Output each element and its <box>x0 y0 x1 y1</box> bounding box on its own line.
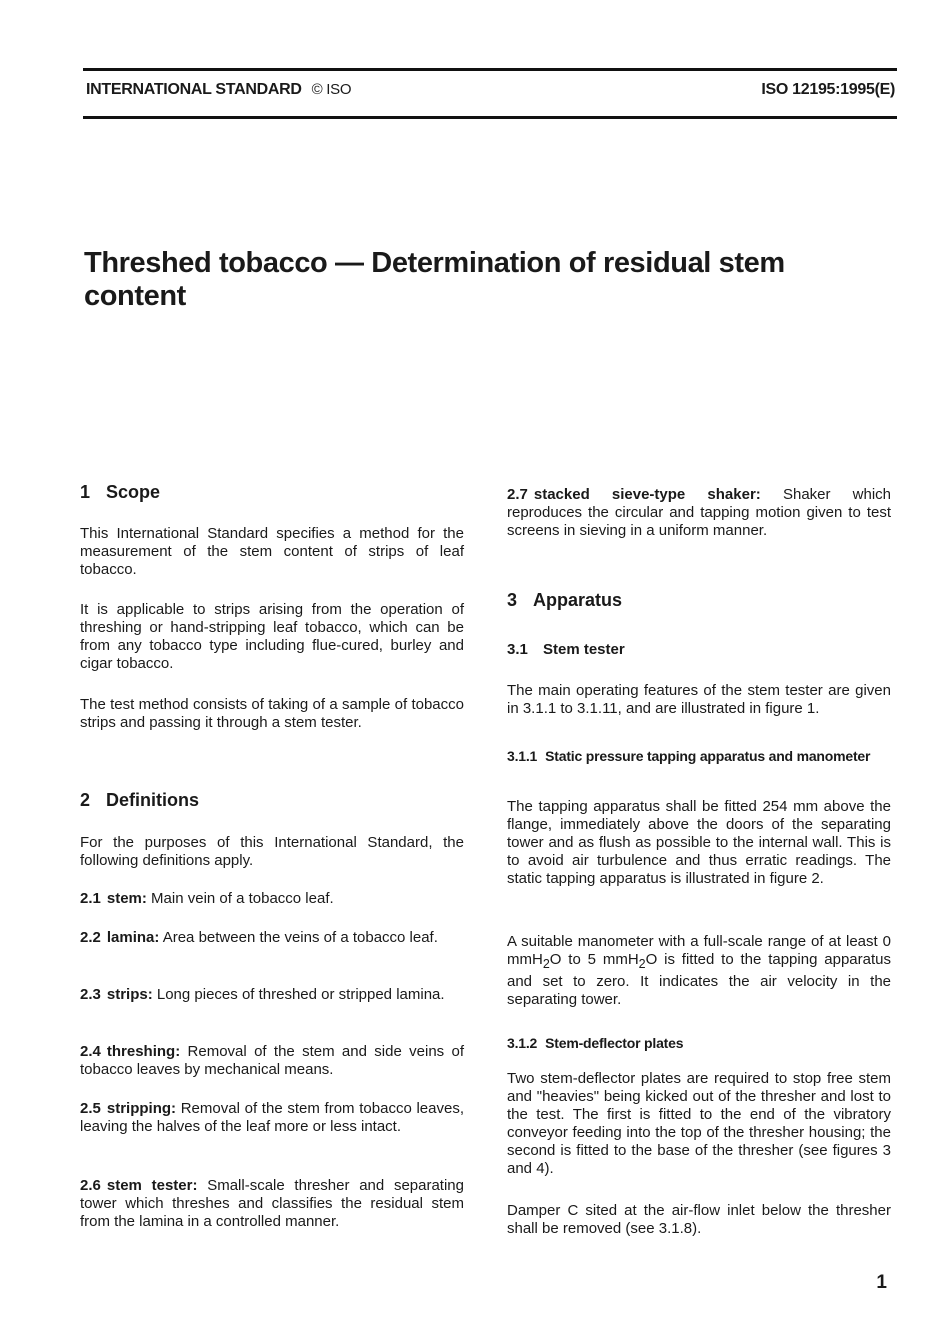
subsection-3-1-text: The main operating features of the stem tester are given in 3.1.1 to 3.1.11, and are illustrated in figure 1. <box>507 682 891 717</box>
section-number: 2 <box>80 790 91 810</box>
subsection-3-1-2-paragraph-1: Two stem-deflector plates are required to stop free stem and "heavies" being kicked out of the thresher and lost to the test. The first is fitted to the end of the vibratory conveyor feeding into the top of the thresher housing; the second is fitted to the base of the thresher (see figures 3 and 4). <box>507 1070 891 1177</box>
section-number: 3 <box>507 590 518 610</box>
definition-text: Small-scale thresher and separating tower which threshes and classifies the residual stem from the lamina in a controlled manner. <box>80 1177 464 1230</box>
subsection-3-1-1-paragraph-1: The tapping apparatus shall be fitted 254 mm above the flange, immediately above the doors of the separating tower and as flush as possible to the internal wall. This is to avoid air turbulence and thus erratic readings. The static tapping apparatus is illustrated in figure 2. <box>507 798 891 887</box>
section-1-heading <box>80 482 464 502</box>
definition-2-5 <box>80 1100 464 1136</box>
definition-term: 2.2 lamina: <box>80 929 160 946</box>
section-title: Apparatus <box>533 590 623 610</box>
definition-term: 2.4 threshing: <box>80 1043 181 1060</box>
definition-term: 2.1 stem: <box>80 890 147 907</box>
subsection-title: Stem-deflector plates <box>545 1035 684 1051</box>
section-title: Scope <box>106 482 161 502</box>
section-3-heading <box>507 590 891 610</box>
definition-text: Main vein of a tobacco leaf. <box>151 890 334 907</box>
section-number: 1 <box>80 482 91 502</box>
subsection-3-1-2-paragraph-2: Damper C sited at the air-flow inlet below the thresher shall be removed (see 3.1.8). <box>507 1202 891 1237</box>
subsection-number: 3.1.1 <box>507 748 538 764</box>
definition-term: 2.6 stem tester: <box>80 1177 198 1194</box>
scope-paragraph-2: It is applicable to strips arising from the operation of threshing or hand-stripping leaf tobacco, which can be from any tobacco type including flue-cured, burley and cigar tobacco. <box>80 601 464 672</box>
scope-paragraph-1: This International Standard specifies a method for the measurement of the stem content of strips of leaf tobacco. <box>80 525 464 578</box>
header-rule-top <box>83 68 897 71</box>
subsection-3-1-2-heading <box>507 1035 891 1052</box>
definitions-intro: For the purposes of this International Standard, the following definitions apply. <box>80 834 464 869</box>
definition-text: Removal of the stem and side veins of tobacco leaves by mechanical means. <box>80 1043 465 1078</box>
subsection-number: 3.1 <box>507 641 528 658</box>
page-number: 1 <box>876 1272 887 1293</box>
subsection-title: Stem tester <box>543 641 625 658</box>
definition-text: Long pieces of threshed or stripped lamina. <box>156 986 445 1003</box>
scope-paragraph-3: The test method consists of taking of a sample of tobacco strips and passing it through a stem tester. <box>80 696 464 731</box>
definition-text: Removal of the stem from tobacco leaves, leaving the halves of the leaf more or less intact. <box>80 1100 465 1135</box>
header-document-code: ISO 12195:1995(E) <box>761 81 895 98</box>
definition-term: 2.3 strips: <box>80 986 153 1003</box>
definition-2-4 <box>80 1043 464 1079</box>
definition-text: Shaker which reproduces the circular and tapping motion given to test screens in sieving in a uniform manner. <box>507 486 892 539</box>
definition-term: 2.5 stripping: <box>80 1100 177 1117</box>
document-title: Threshed tobacco — Determination of residual stem content <box>84 247 785 312</box>
subsection-title: Static pressure tapping apparatus and manometer <box>545 748 871 764</box>
header-copyright-iso: © ISO <box>311 81 352 98</box>
definition-2-3 <box>80 986 464 1004</box>
subsection-number: 3.1.2 <box>507 1035 538 1051</box>
section-title: Definitions <box>106 790 199 810</box>
section-2-heading <box>80 790 464 810</box>
header-rule-bottom <box>83 116 897 119</box>
header-standard-label: INTERNATIONAL STANDARD <box>86 81 302 98</box>
definition-2-1 <box>80 890 464 908</box>
definition-2-7 <box>507 486 891 540</box>
header-left <box>86 81 351 99</box>
definition-term: 2.7 stacked sieve-type shaker: <box>507 486 761 503</box>
subsection-3-1-1-paragraph-2: A suitable manometer with a full-scale range of at least 0 mmH$_2$O to 5 mmH$_2$O is fitted to the tapping apparatus and set to zero. It indicates the air velocity in the separating tower. <box>507 933 891 1008</box>
definition-text: Area between the veins of a tobacco leaf. <box>162 929 438 946</box>
definition-2-2 <box>80 929 464 947</box>
definition-2-6 <box>80 1177 464 1231</box>
subsection-3-1-heading <box>507 641 891 659</box>
subsection-3-1-1-heading <box>507 748 891 765</box>
